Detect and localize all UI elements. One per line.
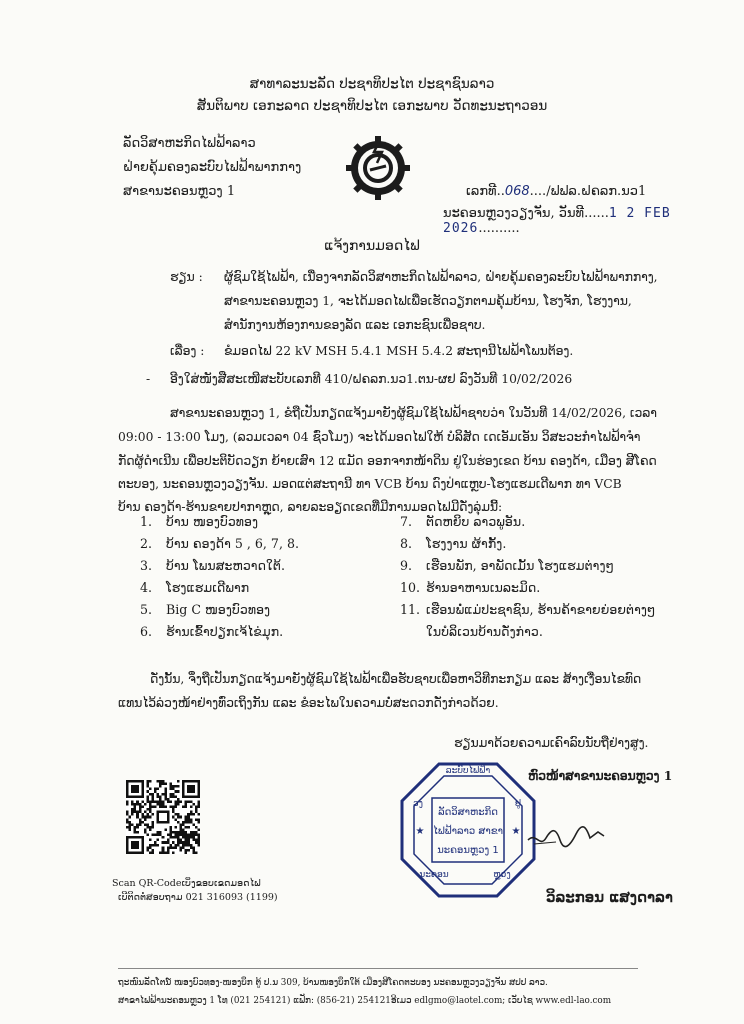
- signer-title: ຫົວໜ້າສາຂານະຄອນຫຼວງ 1: [528, 768, 673, 783]
- to-line3: ສຳນັກງານຫ້ອງການຂອງລັດ ແລະ ເອກະຊົນເພື່ອຊາບ.: [224, 318, 486, 332]
- seal-ring-top: ລະບົບໄຟຟ້າ: [445, 766, 491, 776]
- area-item: 3. ບ້ານ ໂພນສະຫວາດໃຕ້.: [140, 558, 285, 573]
- body-line: ຕະບອງ, ນະຄອນຫຼວງວຽງຈັນ. ມອດແຕ່ສະຖານີ ທາ VCB ບ້ານ ດົງປ່າແຫຼບ-ໂຮງແຮມເດີພາກ ທາ VCB: [118, 477, 622, 491]
- to-line1: ຜູ້ຊົມໃຊ້ໄຟຟ້າ, ເນື່ອງຈາກລັດວິສາຫະກິດໄຟຟ້າລາວ, ຝ່າຍຄຸ້ມຄອງລະບົບໄຟຟ້າພາກກາງ,: [224, 270, 658, 284]
- date-stamp: 1 2 FEB 2026: [443, 206, 671, 236]
- to-line2: ສາຂານະຄອນຫຼວງ 1, ຈະໄດ້ມອດໄຟເພື່ອເຮັດວຽກຕາມຄຸ້ມບ້ານ, ໂຮງຈັກ, ໂຮງງານ,: [224, 294, 632, 308]
- official-seal: [398, 760, 538, 900]
- body-line: ບ້ານ ຄອງດ້າ-ຮ້ານຂາຍປາກາຫຼຸດ, ລາຍລະອຽດເຂດທີ່ມີການມອດໄຟມີດັ່ງລຸ່ມນີ້:: [118, 500, 503, 514]
- area-item: 8. ໂຮງງານ ຜ້າກັ້ງ.: [400, 536, 507, 551]
- footer-contact: ສາຂາໄຟຟ້ານະຄອນຫຼວງ 1 ໂທ (021 254121) ແຟັກ: (856-21) 254121ອີເມວ edlgmo@laotel.com; ເວັບໄຊ www.edl-lao.com: [118, 996, 612, 1006]
- area-item: 11. ເຮືອນພໍ່ແມ່ປະຊາຊົນ, ຮ້ານຄ້າຂາຍຍ່ອຍຕ່າງໆ: [400, 602, 656, 617]
- subject-text: ຂໍມອດໄຟ 22 kV MSH 5.4.1 MSH 5.4.2 ສະຖານີໄຟຟ້າໂພນຕ້ອງ.: [224, 344, 574, 358]
- national-header-line1: ສາທາລະນະລັດ ປະຊາທິປະໄຕ ປະຊາຊົນລາວ: [249, 76, 495, 92]
- ref-number: ເລກທີ..068..../ຟຟລ.ຝຄລກ.ນວ1: [466, 184, 647, 199]
- seal-ring-right: ຢູ: [514, 799, 522, 809]
- body-line: ກັດຜູ້ດຳເນີນ ເພື່ອປະຕິບັດວຽກ ຍ້າຍເສົາ 12 ແມັດ ອອກຈາກໜ້າດິນ ຢູ່ໃນຮ່ອງເຂດ ບ້ານ ຄອງດ້າ, ເມືອງ ສີໂຄດ: [118, 454, 657, 468]
- footer-divider: [118, 968, 638, 969]
- area-item: 5. Big C ໜອງບົວທອງ: [140, 602, 271, 617]
- area-item: 9. ເຮືອນພັກ, ອາພັດເມັ້ນ ໂຮງແຮມຕ່າງໆ: [400, 558, 615, 573]
- signature-scribble: [526, 822, 606, 852]
- seal-center-line1: ລັດວິສາຫະກິດ: [438, 807, 498, 818]
- footer-address: ຖະໜົນລັດໂຕນ໌ ໜອງບົວທອງ-ໜອງບຶກ ຕູ້ ປ.ນ 309, ບ້ານໜອງບຶກໃຕ້ ເມືອງສີໂຄດຕະບອງ ນະຄອນຫຼວງວຽງຈັນ ສປປ ລາວ.: [118, 978, 548, 988]
- document-title: ແຈ້ງການມອດໄຟ: [324, 238, 420, 254]
- closing-line: ແທນໄວ້ລ່ວງໜ້າຢ່າງທົ່ວເຖິງກັນ ແລະ ຂໍອະໄພໃນຄວາມບໍ່ສະດວກດັ່ງກ່າວດ້ວຍ.: [118, 696, 499, 710]
- area-item: 7. ຕັດຫຍິບ ລາວພູອັນ.: [400, 514, 526, 529]
- seal-ring-left: ວງ: [412, 799, 424, 809]
- place-date: ນະຄອນຫຼວງວຽງຈັນ, ວັນທີ......1 2 FEB 2026..........: [443, 206, 671, 236]
- area-item: 10. ຮ້ານອາຫານເນລະມິດ.: [400, 580, 541, 595]
- seal-center-line3: ນະຄອນຫຼວງ 1: [437, 845, 499, 856]
- org-division: ຝ່າຍຄຸ້ມຄອງລະບົບໄຟຟ້າພາກກາງ: [123, 160, 302, 175]
- area-item: 2. ບ້ານ ຄອງດ້າ 5 , 6, 7, 8.: [140, 536, 299, 551]
- svg-text:★: ★: [511, 826, 521, 837]
- seal-center-line2: ໄຟຟ້າລາວ ສາຂາ: [432, 826, 504, 837]
- signer-name: ວິລະກອນ ແສງດາລາ: [546, 888, 673, 906]
- svg-text:★: ★: [415, 826, 425, 837]
- subject-label: ເລື່ອງ :: [170, 344, 205, 358]
- area-item: ໃນບໍລິເວນບ້ານດັ່ງກ່າວ.: [426, 624, 543, 639]
- qr-caption-2: ເບີຕິດຕໍ່ສອບຖາມ 021 316093 (1199): [118, 892, 278, 903]
- body-line: 09:00 - 13:00 ໂມງ, (ລວມເວລາ 04 ຊົ່ວໂມງ) ຈະໄດ້ມອດໄຟໃຫ້ ບໍລິສັດ ເດເອັມເອັນ ວິສະວະກຳໄຟຟ້າຈຳ: [118, 430, 641, 444]
- closing-regards: ຮຽນມາດ້ວຍຄວາມເຄົາລົບນັບຖືຢ່າງສູງ.: [454, 736, 649, 750]
- to-label: ຮຽນ :: [170, 270, 203, 284]
- area-item: 6. ຮ້ານເຂົ້າປຽກເຈ້ໄຂ່ມຸກ.: [140, 624, 284, 639]
- closing-line: ດັ່ງນັ້ນ, ຈຶ່ງຖືເປັນກຽດແຈ້ງມາຍັງຜູ້ຊົມໃຊ້ໄຟຟ້າເພື່ອຮັບຊາບເພື່ອຫາວິທີກະກຽມ ແລະ ສ້າງເງື່ອນໄຂທົດ: [150, 672, 642, 686]
- body-line: ສາຂານະຄອນຫຼວງ 1, ຂໍຖືເປັນກຽດແຈ້ງມາຍັງຜູ້ຊົມໃຊ້ໄຟຟ້າຊາບວ່າ ໃນວັນທີ 14/02/2026, ເວລາ: [170, 406, 657, 420]
- area-item: 4. ໂຮງແຮມເດີພາກ: [140, 580, 250, 595]
- org-name: ລັດວິສາຫະກິດໄຟຟ້າລາວ: [123, 136, 256, 151]
- seal-ring-bottom-right: ຫຼວງ: [493, 870, 511, 880]
- qr-code[interactable]: [126, 780, 200, 854]
- org-branch: ສາຂານະຄອນຫຼວງ 1: [123, 184, 236, 199]
- reference-line: ອີງໃສ່ໜັງສືສະເໜີສະບັບເລກທີ 410/ຝຄລກ.ນວ1.ຕນ-ຜຢ ລົງວັນທີ 10/02/2026: [170, 372, 573, 386]
- qr-caption-1: Scan QR-Codeເບິ່ງຂອບເຂດມອດໄຟ: [112, 878, 261, 889]
- edl-logo-icon: [346, 136, 410, 200]
- reference-bullet: -: [146, 372, 151, 386]
- seal-ring-bottom-left: ນະຄອນ: [419, 870, 449, 880]
- national-header-line2: ສັນຕິພາບ ເອກະລາດ ປະຊາທິປະໄຕ ເອກະພາບ ວັດທະນະຖາວອນ: [196, 98, 548, 114]
- area-item: 1. ບ້ານ ໜອງບົວທອງ: [140, 514, 259, 529]
